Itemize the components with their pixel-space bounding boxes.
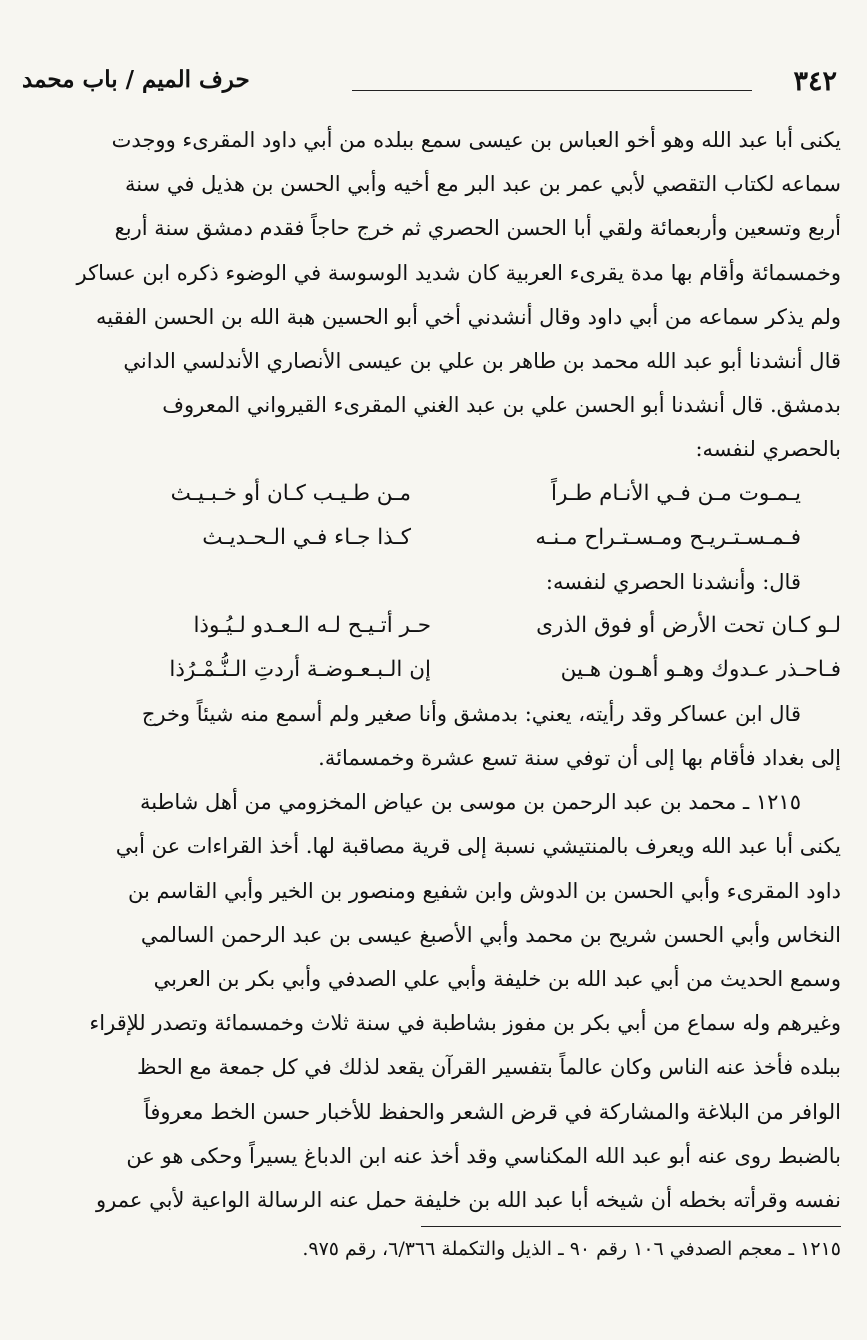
text-line: بدمشق. قال أنشدنا أبو الحسن علي بن عبد الغني المقرىء القيرواني المعروف [162,393,841,418]
page-number: ٣٤٢ [793,66,837,97]
text-line: ببلده فأخذ عنه الناس وكان عالماً بتفسير القرآن يقعد لذلك في كل جمعة مع الحظ [136,1055,841,1080]
text-line: إلى بغداد فأقام بها إلى أن توفي سنة تسع عشرة وخمسمائة. [318,746,841,771]
text-line: وسمع الحديث من أبي عبد الله بن خليفة وأبي علي الصدفي وأبي بكر بن العربي [153,967,841,992]
verse-line [22,516,841,560]
verse-line [22,648,841,692]
verse-line [22,604,841,648]
paragraph-2 [22,692,841,780]
verse-hemistich-first: فـمـسـتـريـح ومـسـتـراح مـنـه [535,524,801,550]
text-line: الوافر من البلاغة والمشاركة في قرض الشعر والحفظ للأخبار حسن الخط معروفاً [143,1099,841,1124]
text-line: ولم يذكر سماعه من أبي داود وقال أنشدني أخي أبو الحسين هبة الله بن الحسن الفقيه [96,304,841,329]
verse-hemistich-second: مـن طـيـب كـان أو خـبـيـث [170,480,411,506]
verse-hemistich-second: إن الـبـعـوضـة أردتِ الـنُّـمْـرُذا [169,656,431,682]
header-rule [352,90,752,91]
verse-hemistich-first: فـاحـذر عـدوك وهـو أهـون هـين [560,656,841,682]
poem-2 [22,604,841,692]
text-line: قال أنشدنا أبو عبد الله محمد بن طاهر بن علي بن عيسى الأنصاري الأندلسي الداني [123,349,841,374]
text-line: قال ابن عساكر وقد رأيته، يعني: بدمشق وأنا صغير ولم أسمع منه شيئاً وخرج [141,701,801,726]
poem-1 [22,472,841,560]
text-line: بالضبط روى عنه أبو عبد الله المكناسي وقد أخذ عنه ابن الدباغ يسيراً وحكى هو عن [126,1143,841,1168]
page-header [22,58,837,98]
verse-hemistich-second: كـذا جـاء فـي الـحـديـث [202,524,411,550]
text-line: بالحصري لنفسه: [695,437,841,462]
verse-hemistich-second: حـر أتـيـح لـه الـعـدو لـيُـوذا [193,612,431,638]
text-line: سماعه لكتاب التقصي لأبي عمر بن عبد البر مع أخيه وأبي الحسن بن هذيل في سنة [125,172,841,197]
text-line: داود المقرىء وأبي الحسن بن الدوش وابن شفيع ومنصور بن الخير وأبي القاسم بن [127,878,841,903]
running-title: حرف الميم / باب محمد [22,66,250,93]
text-line: النخاس وأبي الحسن شريح بن محمد وأبي الأصبغ عيسى بن عبد الرحمن السالمي [140,922,841,947]
text-line: وغيرهم وله سماع من أبي بكر بن مفوز بشاطبة في سنة ثلاث وخمسمائة وتصدر للإقراء [89,1011,841,1036]
footnote: ١٢١٥ ـ معجم الصدفي ١٠٦ رقم ٩٠ ـ الذيل والتكملة ٦/٣٦٦، رقم ٩٧٥. [302,1238,841,1260]
paragraph-1 [22,118,841,472]
text-line: يكنى أبا عبد الله ويعرف بالمنتيشي نسبة إلى قرية مصاقبة لها. أخذ القراءات عن أبي [115,834,841,859]
footnote-rule [421,1226,841,1227]
text-line: وخمسمائة وأقام بها مدة يقرىء العربية كان شديد الوسوسة في الوضوء ذكره ابن عساكر [76,260,841,285]
page-body [22,118,841,1222]
verse-hemistich-first: يـمـوت مـن فـي الأنـام طـراً [550,480,801,506]
text-line: نفسه وقرأته بخطه أن شيخه أبا عبد الله بن خليفة حمل عنه الرسالة الواعية لأبي عمرو [96,1188,841,1213]
text-line: يكنى أبا عبد الله وهو أخو العباس بن عيسى سمع ببلده من أبي داود المقرىء ووجدت [111,128,841,152]
text-line: أربع وتسعين وأربعمائة ولقي أبا الحسن الحصري ثم خرج حاجاً فقدم دمشق سنة أربع [114,216,841,241]
verse-line [22,472,841,516]
poem-2-intro: قال: وأنشدنا الحصري لنفسه: [545,569,801,594]
entry-heading-line: ١٢١٥ ـ محمد بن عبد الرحمن بن موسى بن عياض المخزومي من أهل شاطبة [140,790,801,815]
verse-hemistich-first: لـو كـان تحت الأرض أو فوق الذرى [536,612,841,638]
entry-1215 [22,780,841,1222]
